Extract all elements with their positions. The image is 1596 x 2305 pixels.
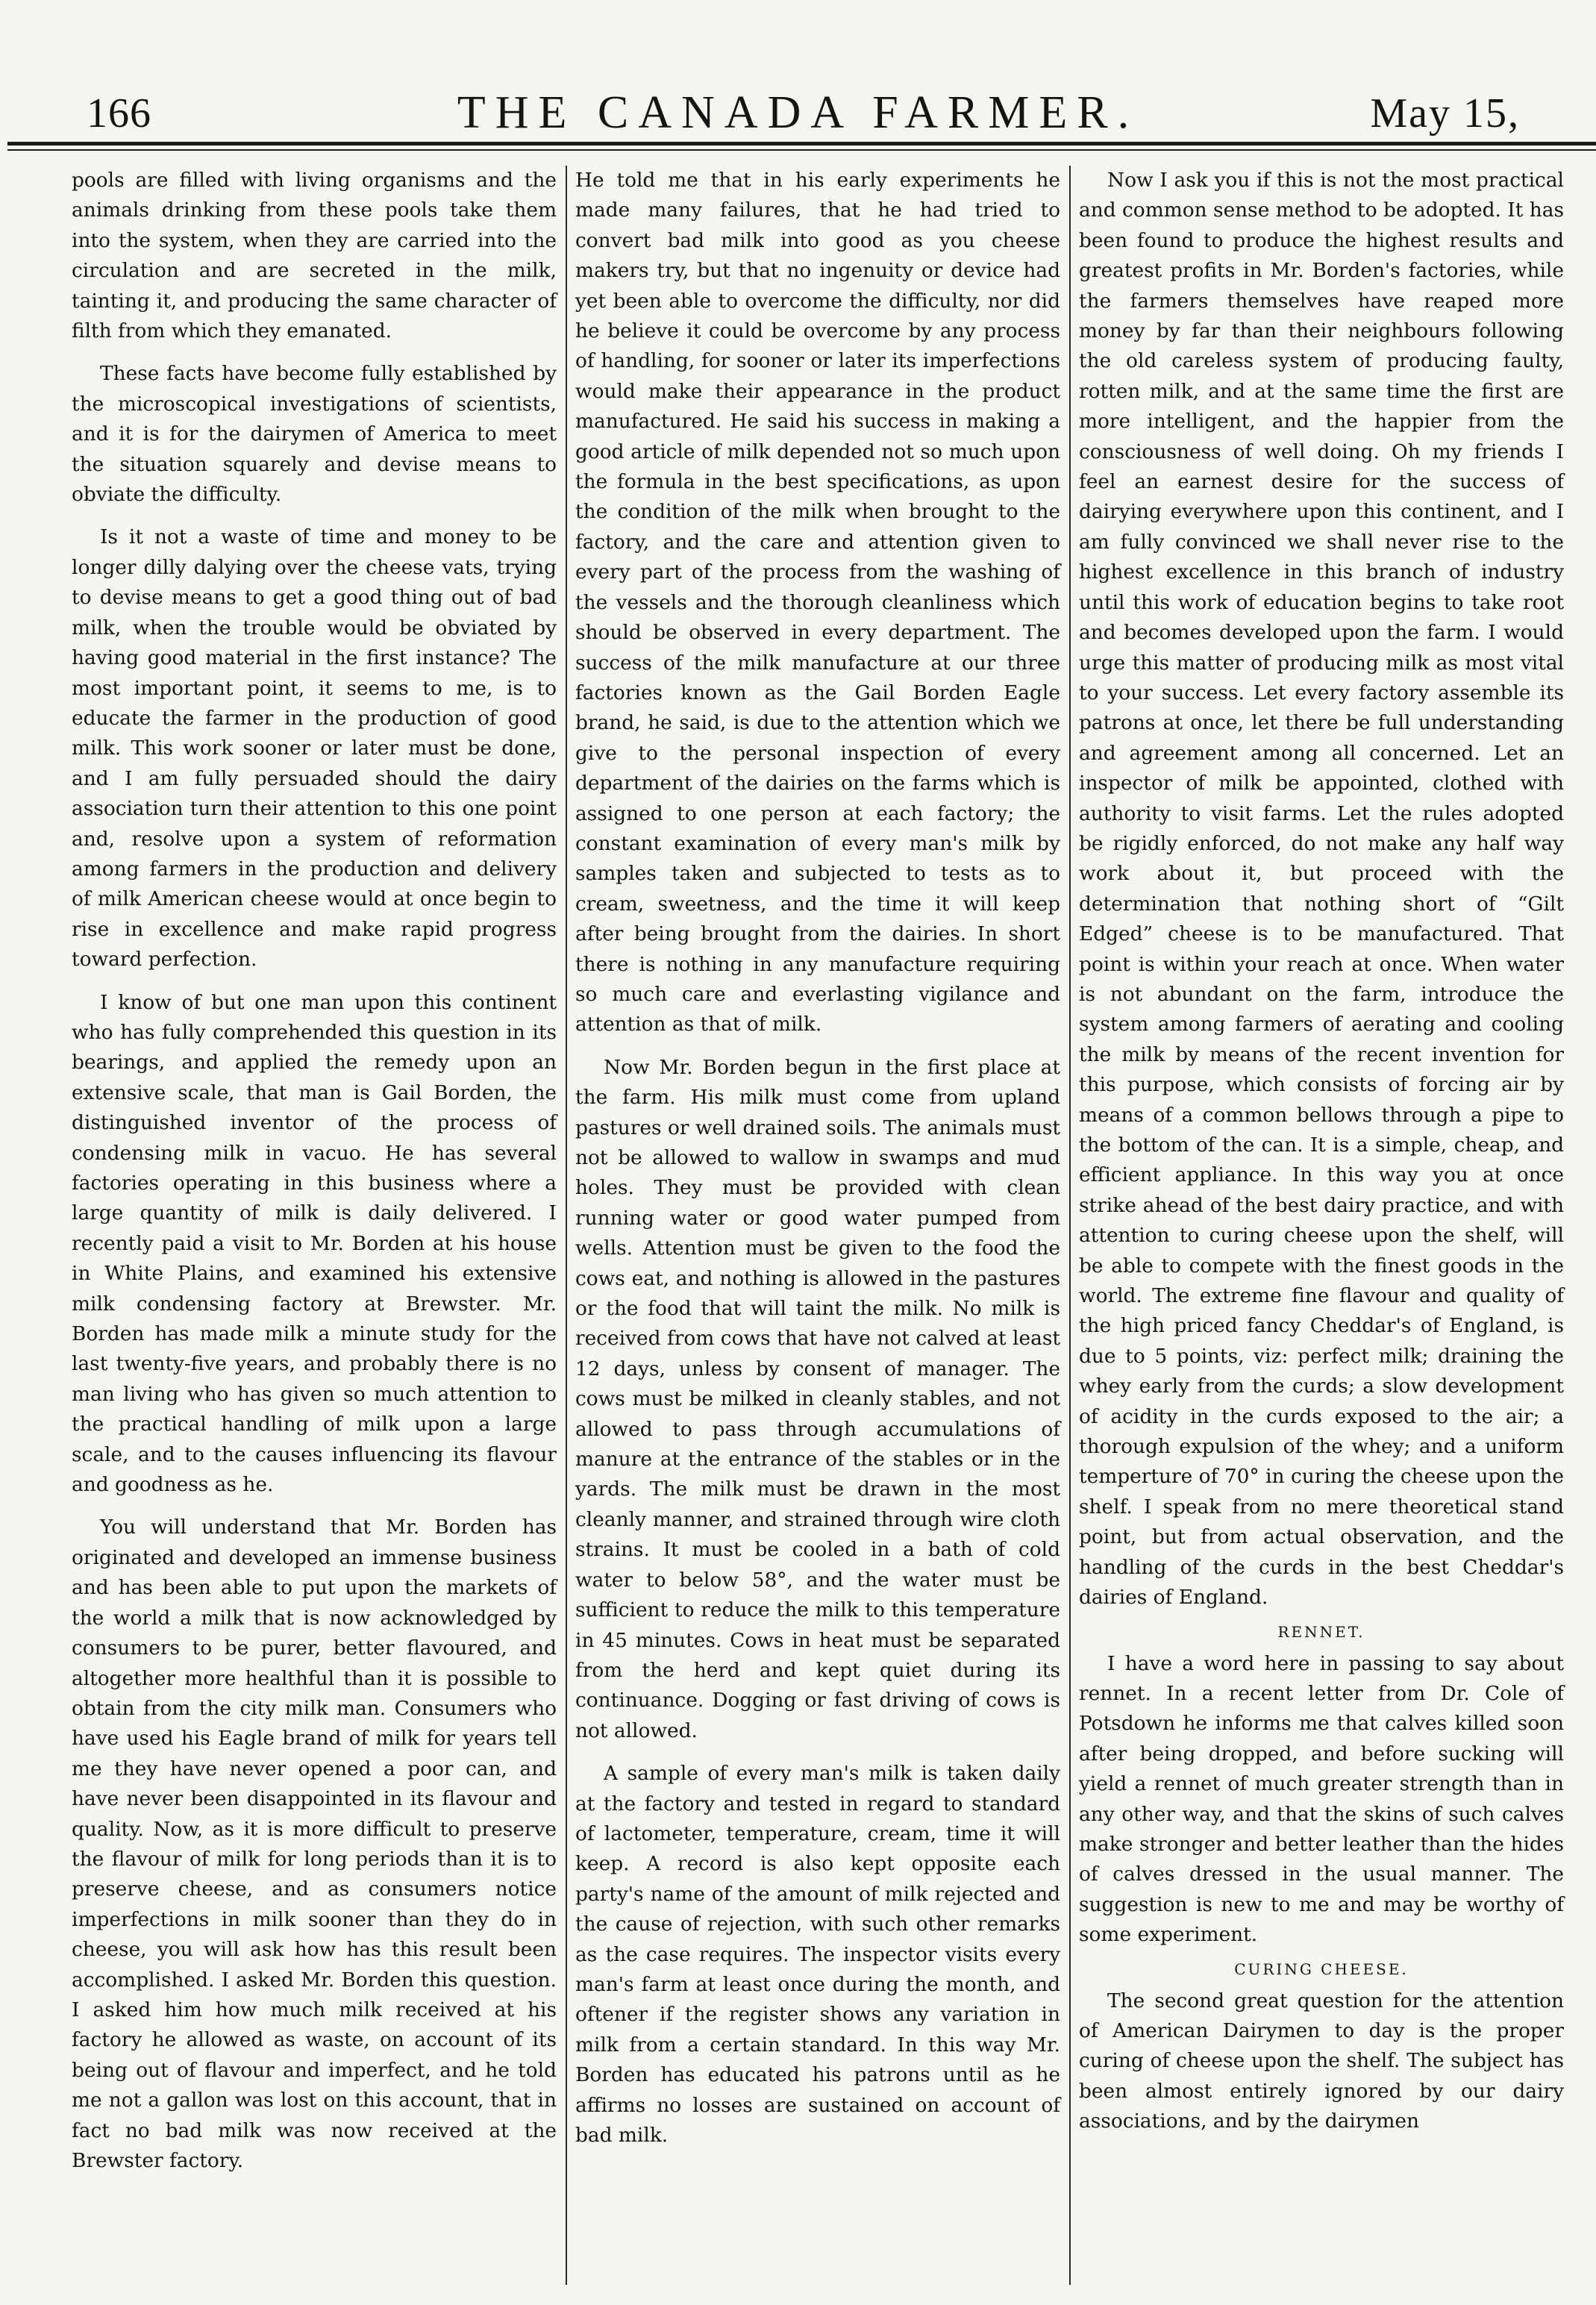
article-paragraph: I know of but one man upon this continent who has fully comprehended this question in its bearings, and applied the remedy upon an extensive scale, that man is Gail Borden, the distinguished inventor of the process of condensing milk in vacuo. He has several factories operating in this business where a large quantity of milk is daily delivered. I recently paid a visit to Mr. Borden at his house in White Plains, and examined his extensive milk condensing factory at Brewster. Mr. Borden has made milk a minute study for the last twenty-five years, and probably there is no man living who has given so much attention to the practical handling of milk upon a large scale, and to the causes influencing its flavour and goodness as he. bbox=[72, 990, 557, 1497]
article-paragraph: The second great question for the attention of American Dairymen to day is the proper curing of cheese upon the shelf. The subject has been almost entirely ignored by our dairy associations, and by the dairymen bbox=[1079, 1989, 1564, 2133]
article-paragraph: pools are filled with living organisms and the animals drinking from these pools take them into the system, when they are carried into the circulation and are secreted in the milk, tainting it, and producing the same character of filth from which they emanated. bbox=[72, 169, 557, 343]
page-header bbox=[64, 72, 1532, 140]
masthead-title: THE CANADA FARMER. bbox=[457, 87, 1139, 138]
article-paragraph: Now Mr. Borden begun in the first place at the farm. His milk must come from upland pastures or well drained soils. The animals must not be allowed to wallow in swamps and mud holes. They must be provided with clean running water or good water pumped from wells. Attention must be given to the food the cows eat, and nothing is allowed in the pastures or the food that will taint the milk. No milk is received from cows that have not calved at least 12 days, unless by consent of manager. The cows must be milked in cleanly stables, and not allowed to pass through accumulations of manure at the entrance of the stables or in the yards. The milk must be drawn in the most cleanly manner, and strained through wire cloth strains. It must be cooled in a bath of cold water to below 58°, and the water must be sufficient to reduce the milk to this temperature in 45 minutes. Cows in heat must be separated from the herd and kept quiet during its continuance. Dogging or fast driving of cows is not allowed. bbox=[575, 1055, 1060, 1742]
page-number: 166 bbox=[87, 90, 151, 137]
section-heading: CURING CHEESE. bbox=[1234, 1960, 1409, 1978]
section-heading: RENNET. bbox=[1277, 1622, 1365, 1641]
article-paragraph: These facts have become fully established by the microscopical investigations of scientists, and it is for the dairymen of America to meet the situation squarely and devise means to obviate the difficulty. bbox=[72, 362, 557, 507]
issue-date: May 15, bbox=[1370, 90, 1520, 137]
column-right bbox=[1079, 166, 1564, 2176]
article-paragraph: He told me that in his early experiments he made many failures, that he had tried to convert bad milk into good as you cheese makers try, but that no ingenuity or device had yet been able to overcome the difficulty, nor did he believe it could be overcome by any process of handling, for sooner or later its imperfections would make their appearance in the product manufactured. He said his success in making a good article of milk depended not so much upon the formula in the best specifications, as upon the condition of the milk when brought to the factory, and the care and attention given to every part of the process from the washing of the vessels and the thorough cleanliness which should be observed in every department. The success of the milk manufacture at our three factories known as the Gail Borden Eagle brand, he said, is due to the attention which we give to the personal inspection of every department of the dairies on the farms which is assigned to one person at each factory; the constant examination of every man's milk by samples taken and subjected to tests as to cream, sweetness, and the time it will keep after being brought from the dairies. In short there is nothing in any manufacture requiring so much care and everlasting vigilance and attention as that of milk. bbox=[575, 169, 1060, 1036]
column-middle bbox=[575, 166, 1060, 2176]
article-columns bbox=[72, 166, 1564, 2176]
column-left bbox=[72, 166, 557, 2176]
header-rule-thick bbox=[7, 142, 1596, 146]
article-paragraph: Now I ask you if this is not the most practical and common sense method to be adopted. It has been found to produce the highest results and greatest profits in Mr. Borden's factories, while the farmers themselves have reaped more money by far than their neighbours following the old careless system of producing faulty, rotten milk, and at the same time the first are more intelligent, and the happier from the consciousness of well doing. Oh my friends I feel an earnest desire for the success of dairying everywhere upon this continent, and I am fully convinced we shall never rise to the highest excellence in this branch of industry until this work of education begins to take root and becomes developed upon the farm. I would urge this matter of producing milk as most vital to your success. Let every factory assemble its patrons at once, let there be full understanding and agreement among all concerned. Let an inspector of milk be appointed, clothed with authority to visit farms. Let the rules adopted be rigidly enforced, do not make any half way work about it, but proceed with the determination that nothing short of “Gilt Edged” cheese is to be manufactured. That point is within your reach at once. When water is not abundant on the farm, introduce the system among farmers of aerating and cooling the milk by means of the recent invention for this purpose, which consists of forcing air by means of a common bellows through a pipe to the bottom of the can. It is a simple, cheap, and efficient appliance. In this way you at once strike ahead of the best dairy practice, and with attention to curing cheese upon the shelf, will be able to compete with the finest goods in the world. The extreme fine flavour and quality of the high priced fancy Cheddar's of England, is due to 5 points, viz: perfect milk; draining the whey early from the curds; a slow development of acidity in the curds exposed to the air; a thorough expulsion of the whey; and a uniform temperture of 70° in curing the cheese upon the shelf. I speak from no mere theoretical stand point, but from actual observation, and the handling of the curds in the best Cheddar's dairies of England. bbox=[1079, 169, 1564, 1610]
article-paragraph: Is it not a waste of time and money to be longer dilly dalying over the cheese vats, trying to devise means to get a good thing out of bad milk, when the trouble would be obviated by having good material in the first instance? The most important point, it seems to me, is to educate the farmer in the production of good milk. This work sooner or later must be done, and I am fully persuaded should the dairy association turn their attention to this one point and, resolve upon a system of reformation among farmers in the production and delivery of milk American cheese would at once begin to rise in excellence and make rapid progress toward perfection. bbox=[72, 525, 557, 972]
header-rule-thin bbox=[7, 149, 1596, 151]
article-paragraph: A sample of every man's milk is taken daily at the factory and tested in regard to standard of lactometer, temperature, cream, time it will keep. A record is also kept opposite each party's name of the amount of milk rejected and the cause of rejection, with such other remarks as the case requires. The inspector visits every man's farm at least once during the month, and oftener if the register shows any variation in milk from a certain standard. In this way Mr. Borden has educated his patrons until as he affirms no losses are sustained on account of bad milk. bbox=[575, 1762, 1060, 2147]
article-paragraph: I have a word here in passing to say about rennet. In a recent letter from Dr. Cole of Potsdown he informs me that calves killed soon after being dropped, and before sucking will yield a rennet of much greater strength than in any other way, and that the skins of such calves make stronger and better leather than the hides of calves dressed in the usual manner. The suggestion is new to me and may be worthy of some experiment. bbox=[1079, 1651, 1564, 1947]
article-paragraph: You will understand that Mr. Borden has originated and developed an immense business and has been able to put upon the markets of the world a milk that is now acknowledged by consumers to be purer, better flavoured, and altogether more healthful than it is possible to obtain from the city milk man. Consumers who have used his Eagle brand of milk for years tell me they have never opened a poor can, and have never been disappointed in its flavour and quality. Now, as it is more difficult to preserve the flavour of milk for long periods than it is to preserve cheese, and as consumers notice imperfections in milk sooner than they do in cheese, you will ask how has this result been accomplished. I asked Mr. Borden this question. I asked him how much milk received at his factory he allowed as waste, on account of its being out of flavour and imperfect, and he told me not a gallon was lost on this account, that in fact no bad milk was now received at the Brewster factory. bbox=[72, 1516, 557, 2172]
